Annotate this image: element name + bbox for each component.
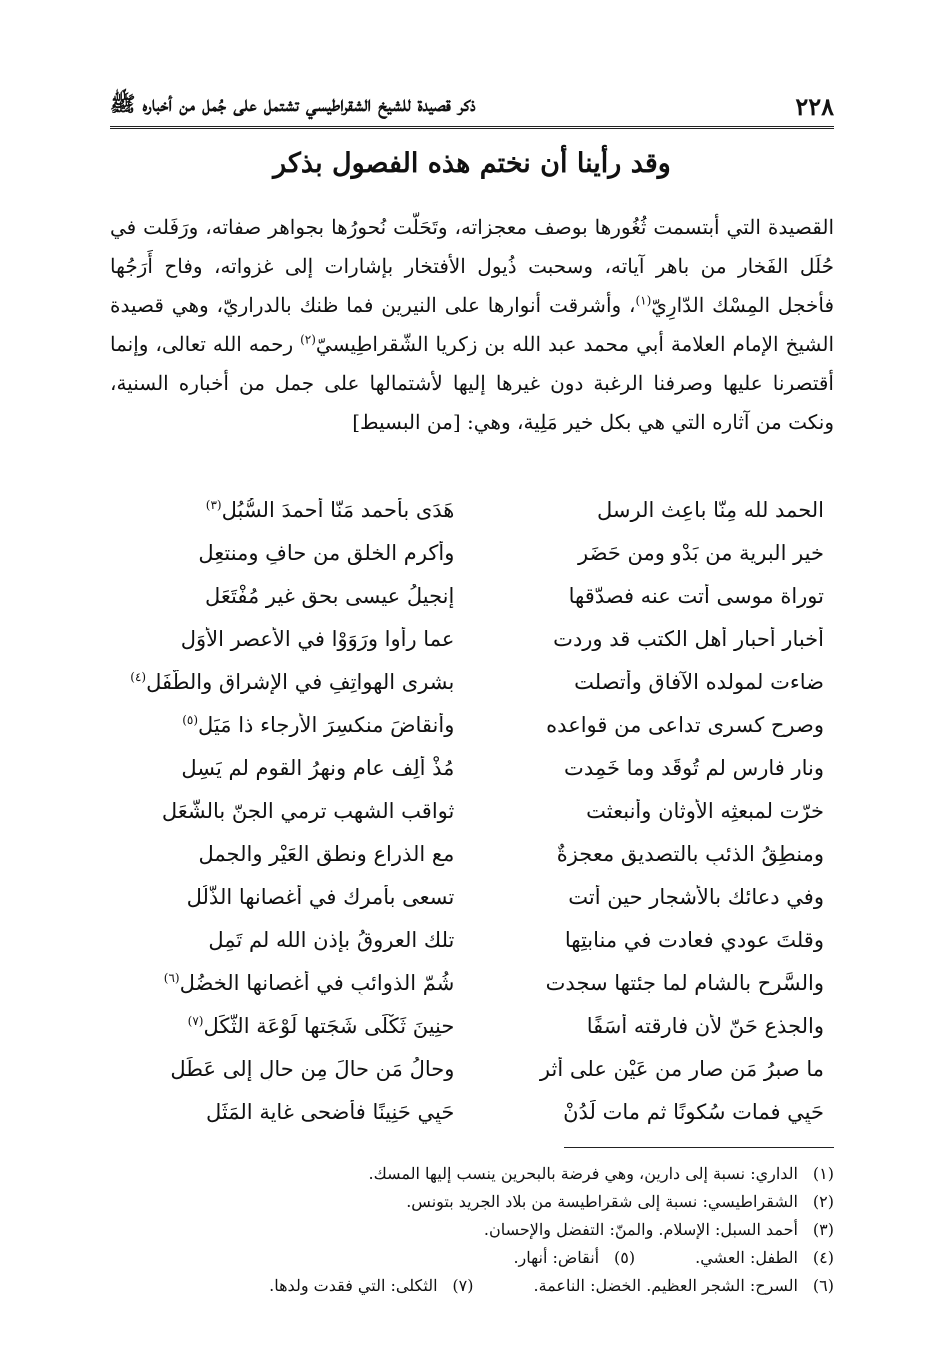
running-header (110, 86, 834, 129)
verse-first-hemistich: والسَّرح بالشام لما جئتها سجدت (545, 970, 824, 995)
verse-first-hemistich: توراة موسى أتت عنه فصدّقها (568, 583, 824, 608)
footnote-number: (٢) (812, 1192, 834, 1211)
footnote-ref: (٤) (130, 669, 147, 684)
footnote-text: أنقاض: أنهار. (513, 1248, 600, 1267)
verse-first-hemistich: وقلتَ عودي فعادت في منابتِها (564, 927, 824, 952)
footnote-ref-1: (١) (635, 293, 652, 308)
poem-verse (110, 617, 834, 660)
verse-first-hemistich: الحمد لله مِنّا باعِث الرسلِ (597, 497, 824, 522)
verse-first-hemistich: خير البرية من بَدْوٍ ومن حَضَرِ (578, 540, 824, 565)
verse-second-hemistich-text: تسعى بأمرك في أغصانها الذُّلُلِ (186, 884, 455, 909)
running-title: ذكر قصيدة للشيخ الشقراطيسي تشتمل على جُمل من أخباره ﷺ (110, 90, 476, 116)
verse-second-hemistich (110, 1100, 454, 1124)
verse-second-hemistich-text: بشرى الهواتِفِ في الإشراقِ والطَّفَلِ (146, 669, 455, 694)
poem-verse (110, 703, 834, 746)
poem-verse (110, 1090, 834, 1133)
verse-first-hemistich: والجذع حَنّ لأن فارقته أسَفًا (586, 1013, 824, 1038)
footnote-number: (٧) (452, 1276, 474, 1295)
footnote-ref-2: (٢) (300, 332, 316, 347)
verse-second-hemistich-text: شُمّ الذوائبِ في أغصانها الخضُلِ (179, 970, 455, 995)
verse-second-hemistich-text: إنجيلُ عيسى بحقٍ غير مُفْتَعَلِ (205, 583, 455, 608)
verse-first-hemistich: ونار فارس لم تُوقَد وما خَمِدت (564, 755, 824, 780)
footnote-text: الطفل: العشي. (695, 1248, 798, 1267)
footnote-number: (٦) (812, 1276, 834, 1295)
verse-second-hemistich-text: وأنقاضَ منكسِرَ الأرجاء ذا مَيَلِ (198, 712, 455, 737)
footnote-ref: (٦) (163, 970, 180, 985)
poem-verse (110, 746, 834, 789)
verse-second-hemistich (110, 584, 454, 608)
poem-verse (110, 1047, 834, 1090)
poem-verse (110, 488, 834, 531)
footnote-line (110, 1188, 834, 1216)
footnote-text: أحمد السبل: الإسلام. والمنّ: التفضل والإحسان. (483, 1220, 798, 1239)
footnote-number: (٤) (812, 1248, 834, 1267)
intro-text-3: رحمه الله تعالى، وإنما أقتصرنا عليها وصرفنا الرغبة دون غيرها إليها لأشتمالها على جمل من أخباره السنية، ونكت من آثاره التي هي بكل خير مَلِية، وهي: (110, 332, 834, 434)
verse-first-hemistich: ما صبرُ مَن صار من عَيْنٍ على أثرٍ (539, 1056, 824, 1081)
verse-second-hemistich (110, 498, 454, 522)
verse-second-hemistich (110, 885, 454, 909)
footnote-text: السرح: الشجر العظيم. الخضل: الناعمة. (533, 1276, 798, 1295)
verse-first-hemistich: خرّت لمبعثِه الأوثان وأنبعثت (586, 798, 824, 823)
verse-first-hemistich: أخبار أحبارِ أهل الكتب قد وردت (553, 626, 824, 651)
footnote-divider (564, 1147, 834, 1148)
poem-verse (110, 789, 834, 832)
verse-second-hemistich (110, 756, 454, 780)
verse-second-hemistich (110, 971, 454, 995)
poem-verse (110, 531, 834, 574)
section-heading: وقد رأينا أن نختم هذه الفصول بذكر (273, 148, 671, 179)
verse-second-hemistich (110, 799, 454, 823)
page-number: ٢٢٨ (795, 91, 834, 121)
footnote-line (110, 1216, 834, 1244)
footnote-number: (٣) (812, 1220, 834, 1239)
verse-second-hemistich-text: ثواقب الشهب ترمي الجنّ بالشُّعَلِ (161, 798, 455, 823)
verse-second-hemistich-text: حنِينَ ثَكْلَى شَجَتها لَوْعَة الثَّكَلِ (203, 1013, 455, 1038)
footnote-text: الداري: نسبة إلى دارين، وهي فرضة بالبحرين ينسب إليها المسك. (368, 1164, 798, 1183)
intro-text-1: القصيدة التي أبتسمت ثُغُورها بوصف معجزاته، وتَحَلّت نُحورُها بجواهر صفاته، ورَفَلت في حُلَل الفَخار من باهر آياته، وسحبت ذُيول الأفتخار بإشارات إلى غزواته، وفاح أَرَجُها فأخجل المِسْك الدّارِيّ (110, 215, 835, 317)
footnotes (110, 1160, 834, 1300)
verse-second-hemistich (110, 627, 454, 651)
footnote-text: الشقراطيسي: نسبة إلى شقراطيسة من بلاد الجريد بتونس. (406, 1192, 798, 1211)
verse-second-hemistich (110, 928, 454, 952)
footnote-number: (١) (812, 1164, 834, 1183)
footnote-line (110, 1244, 834, 1272)
poem-verse (110, 918, 834, 961)
verse-second-hemistich (110, 842, 454, 866)
verse-first-hemistich: وصرح كسرى تداعى من قواعده (546, 712, 824, 737)
footnote-ref: (٥) (182, 712, 199, 727)
footnote-ref: (٣) (205, 497, 222, 512)
verse-second-hemistich-text: هَدَى بأحمد مَنّا أحمدَ السُّبُلِ (221, 497, 455, 522)
verse-second-hemistich-text: مُذْ أَلِف عام ونهرُ القوم لم يَسِلِ (181, 755, 455, 780)
verse-second-hemistich-text: وأكرم الخلق من حافٍ ومنتعِلِ (198, 540, 455, 565)
verse-second-hemistich (110, 713, 454, 737)
poem-verse (110, 875, 834, 918)
verse-second-hemistich-text: تلك العروقُ بإذن الله لم تَمِلِ (208, 927, 455, 952)
verse-second-hemistich-text: مع الذراع ونطق العَيْرِ والجملِ (198, 841, 455, 866)
poem-meter: [من البسيط] (352, 410, 461, 434)
verse-second-hemistich (110, 670, 454, 694)
verse-first-hemistich: وفي دعائك بالأشجار حين أتت (568, 884, 824, 909)
poem-verse (110, 832, 834, 875)
footnote-line (110, 1160, 834, 1188)
verse-second-hemistich (110, 1014, 454, 1038)
poem-verse (110, 574, 834, 617)
poem-verse (110, 1004, 834, 1047)
verse-second-hemistich (110, 541, 454, 565)
footnote-number: (٥) (614, 1248, 636, 1267)
footnote-text: الثكلى: التي فقدت ولدها. (269, 1276, 438, 1295)
verse-second-hemistich-text: حَيِي حَنِينًا فأضحى غاية المَثَلِ (206, 1099, 455, 1124)
intro-paragraph (110, 208, 834, 442)
verse-first-hemistich: حَيِي فمات سُكونًا ثم مات لَدُنْ (563, 1099, 824, 1124)
intro-text-2: ، وأشرقت أنوارها على النيرين فما ظنك بالدراريّ، وهي قصيدة الشيخ الإمام العلامة أبي محمد عبد الله بن زكريا الشّقراطِيسيّ (110, 293, 834, 356)
footnote-ref: (٧) (187, 1013, 204, 1028)
verse-second-hemistich-text: عما رأوا ورَوَوْا في الأعصر الأوَلِ (180, 626, 455, 651)
poem-verse (110, 961, 834, 1004)
poem-verse (110, 660, 834, 703)
verse-first-hemistich: ضاءت لمولده الآفاق وأتصلت (574, 669, 824, 694)
poem (110, 488, 834, 1133)
footnote-line (110, 1272, 834, 1300)
verse-second-hemistich-text: وحالُ مَن حالَ مِن حالٍ إلى عَطَلِ (170, 1056, 455, 1081)
verse-first-hemistich: ومنطِقُ الذئبِ بالتصديق معجزةٌ (556, 841, 824, 866)
verse-second-hemistich (110, 1057, 454, 1081)
